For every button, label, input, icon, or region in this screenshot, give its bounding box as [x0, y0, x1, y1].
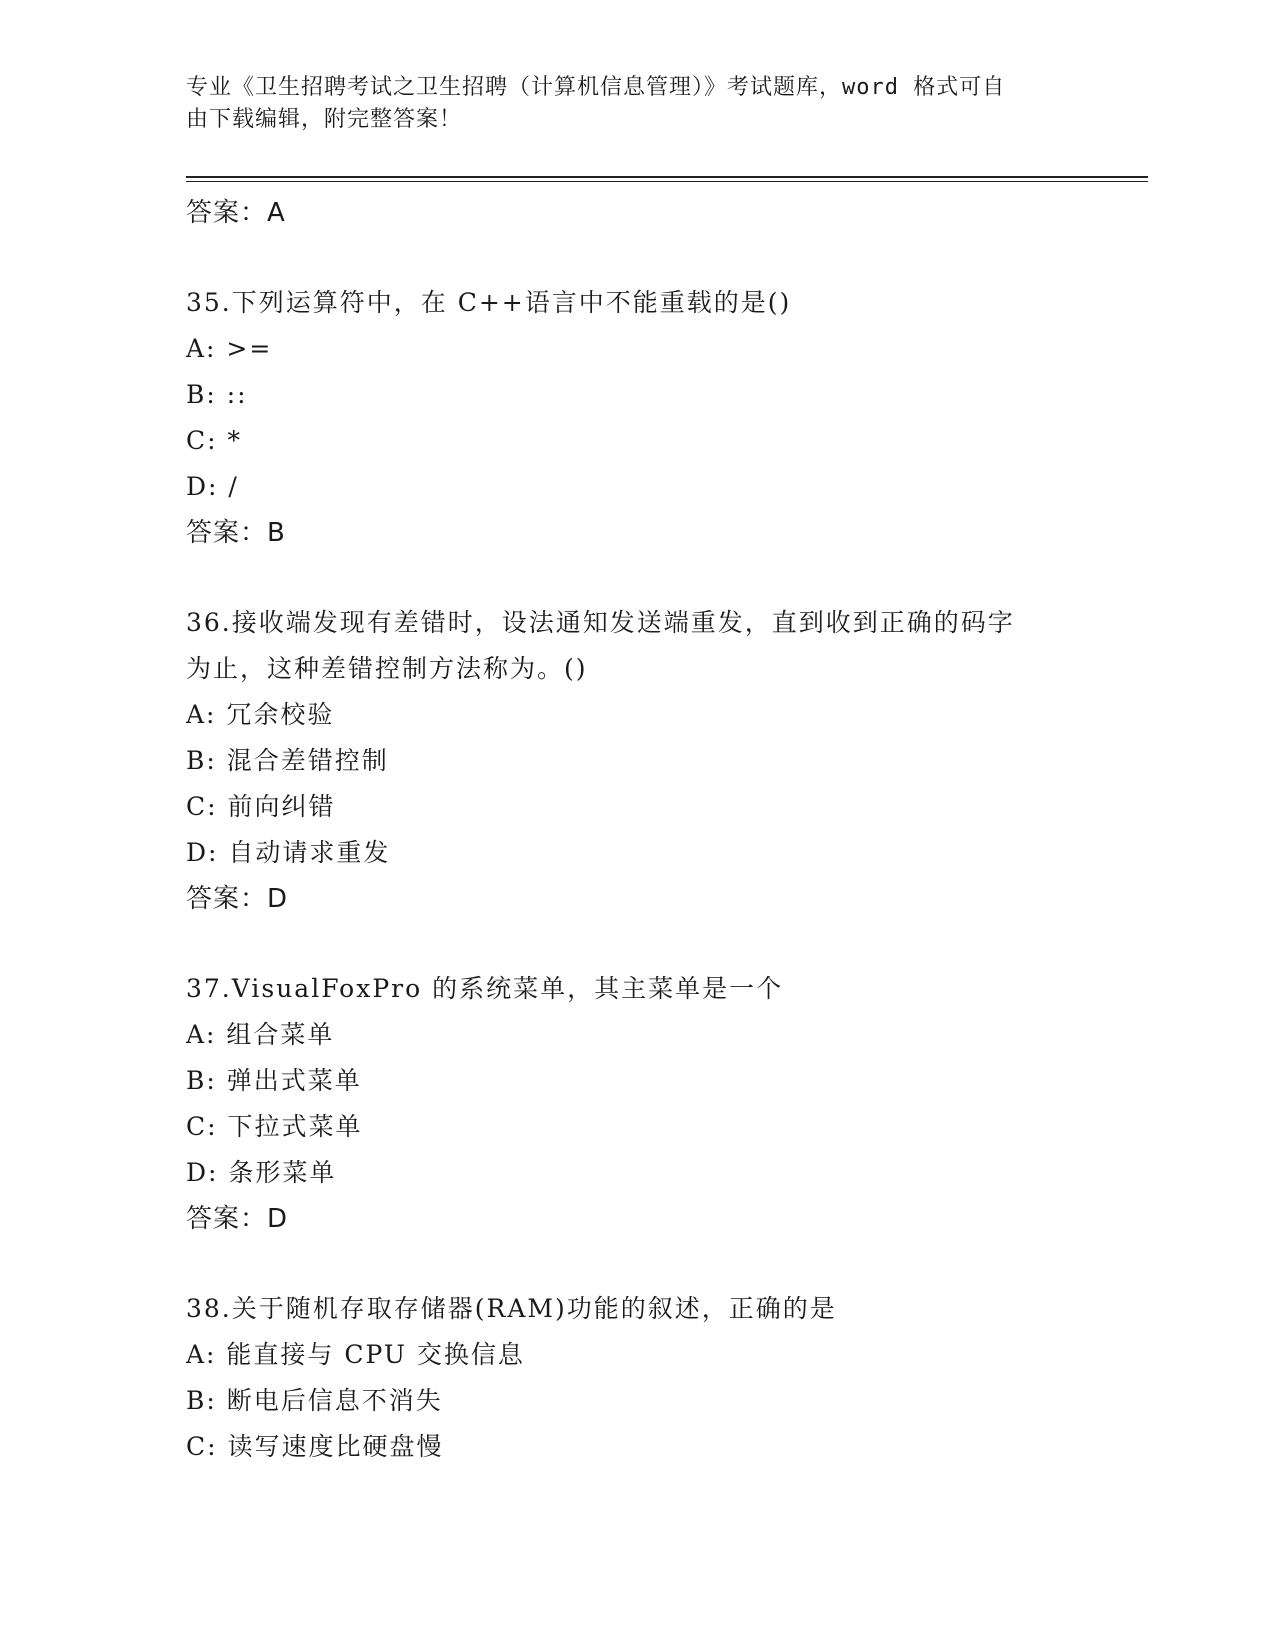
header-line-2: 由下载编辑，附完整答案！	[186, 107, 463, 132]
option-c: C: *	[186, 426, 242, 455]
question-list	[186, 190, 1086, 1470]
option-a: A: >=	[186, 334, 273, 363]
question-text: 36.接收端发现有差错时，设法通知发送端重发，直到收到正确的码字	[186, 608, 1015, 637]
question-38	[186, 1286, 1086, 1470]
answer-line: 答案：B	[186, 518, 286, 548]
option-b: B: 断电后信息不消失	[186, 1386, 443, 1415]
spacer	[186, 556, 1086, 600]
answer-line: 答案：D	[186, 1204, 289, 1234]
answer-line: 答案：D	[186, 884, 289, 914]
question-text-continued: 为止，这种差错控制方法称为。()	[186, 654, 588, 683]
question-36	[186, 600, 1086, 922]
option-d: D: 条形菜单	[186, 1158, 337, 1187]
question-37	[186, 966, 1086, 1242]
header-rule-thick	[186, 176, 1148, 178]
option-d: D: 自动请求重发	[186, 838, 391, 867]
page-header	[186, 72, 1066, 136]
question-35	[186, 280, 1086, 556]
question-text: 38.关于随机存取存储器(RAM)功能的叙述，正确的是	[186, 1294, 837, 1323]
question-text: 35.下列运算符中，在 C++语言中不能重载的是()	[186, 288, 792, 317]
option-a: A: 能直接与 CPU 交换信息	[186, 1340, 525, 1369]
option-c: C: 前向纠错	[186, 792, 336, 821]
option-b: B: ::	[186, 380, 248, 409]
spacer	[186, 922, 1086, 966]
option-a: A: 组合菜单	[186, 1020, 335, 1049]
answer-line: 答案：A	[186, 198, 286, 228]
option-b: B: 弹出式菜单	[186, 1066, 362, 1095]
option-d: D: /	[186, 472, 239, 501]
question-text: 37.VisualFoxPro 的系统菜单，其主菜单是一个	[186, 974, 784, 1003]
option-c: C: 读写速度比硬盘慢	[186, 1432, 444, 1461]
option-b: B: 混合差错控制	[186, 746, 389, 775]
option-c: C: 下拉式菜单	[186, 1112, 363, 1141]
option-a: A: 冗余校验	[186, 700, 335, 729]
header-rule-thin	[186, 181, 1148, 182]
spacer	[186, 1242, 1086, 1286]
spacer	[186, 236, 1086, 280]
header-line-1: 专业《卫生招聘考试之卫生招聘（计算机信息管理）》考试题库，word 格式可自	[186, 75, 1006, 100]
